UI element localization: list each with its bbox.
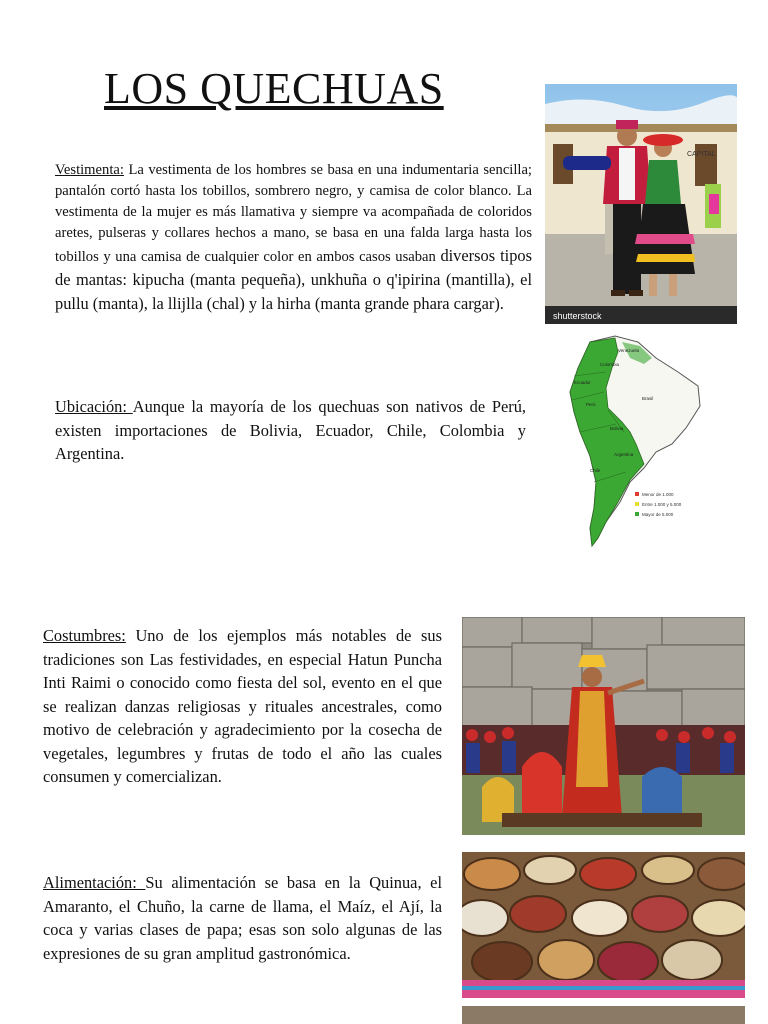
quechua-couple-photo [545, 84, 737, 324]
next-photo-strip [462, 1006, 745, 1024]
ubicacion-text: Aunque la mayoría de los quechuas son nativos de Perú, existen importaciones de Bolivia, Ecuador, Chile, Colombia y Argentina. [55, 397, 526, 463]
map-label: Bolivia [610, 426, 624, 431]
vestimenta-text-mantas: diversos tipos de mantas: kipucha (manta pequeña), unkhuña o q'ipirina (mantilla), el pullu (manta), la llijlla (chal) y la hirha (manta grande phara cargar). [55, 246, 533, 313]
ubicacion-label: Ubicación: [55, 397, 133, 416]
shop-sign: CAPITAL [687, 151, 716, 158]
vestimenta-text: La vestimenta de los hombres se basa en una indumentaria sencilla; pantalón cortó hasta los tobillos, sombrero negro, y camisa de color blanco. La vestimenta de la mujer es más llamativa y siempre va acompañada de coloridos aretes, pulseras y collares hechos a mano, se basa en una falda larga hasta los tobillos y una camisa de cualquier color en ambos casos usaban [55, 162, 532, 265]
alimentacion-paragraph [43, 871, 442, 965]
map-label: Chile [590, 468, 601, 473]
vestimenta-paragraph [55, 160, 532, 315]
alimentacion-text: Su alimentación se basa en la Quinua, el Amaranto, el Chuño, la carne de llama, el Maíz, el Ají, la coca y varias clases de papa; esas son solo algunas de las expresiones de su gran amplitud gastronómica. [43, 873, 442, 963]
page-title: LOS QUECHUAS [104, 64, 444, 113]
south-america-map [560, 332, 708, 548]
ubicacion-paragraph [55, 395, 526, 466]
map-label: Venezuela [618, 348, 640, 353]
legend-swatch [635, 512, 639, 516]
map-label: Perú [586, 402, 596, 407]
alimentacion-label: Alimentación: [43, 873, 146, 892]
legend-swatch [635, 492, 639, 496]
inti-raymi-festival-photo [462, 617, 745, 835]
map-label: Brasil [642, 396, 654, 401]
costumbres-label: Costumbres: [43, 626, 126, 645]
legend-entry: Entre 1.000 y 5.000 [642, 502, 682, 507]
legend-entry: Mayor de 5.000 [642, 512, 674, 517]
map-label: Ecuador [574, 380, 591, 385]
andean-market-food-photo [462, 852, 745, 998]
map-label: Colombia [600, 362, 620, 367]
costumbres-text: Uno de los ejemplos más notables de sus tradiciones son Las festividades, en especial Hatun Puncha Inti Raimi o conocido como fiesta del sol, evento en el que se realizan danzas religiosas y rituales ancestrales, como motivo de celebración y agradecimiento por la cosecha de vegetales, legumbres y frutas de todo el año las cuales consumen y comercializan. [43, 626, 442, 786]
legend-swatch [635, 502, 639, 506]
legend-entry: Menor de 1.000 [642, 492, 674, 497]
vestimenta-label: Vestimenta: [55, 162, 124, 178]
costumbres-paragraph [43, 624, 442, 789]
map-label: Argentina [614, 452, 634, 457]
shutterstock-watermark: shutterstock [553, 311, 602, 321]
